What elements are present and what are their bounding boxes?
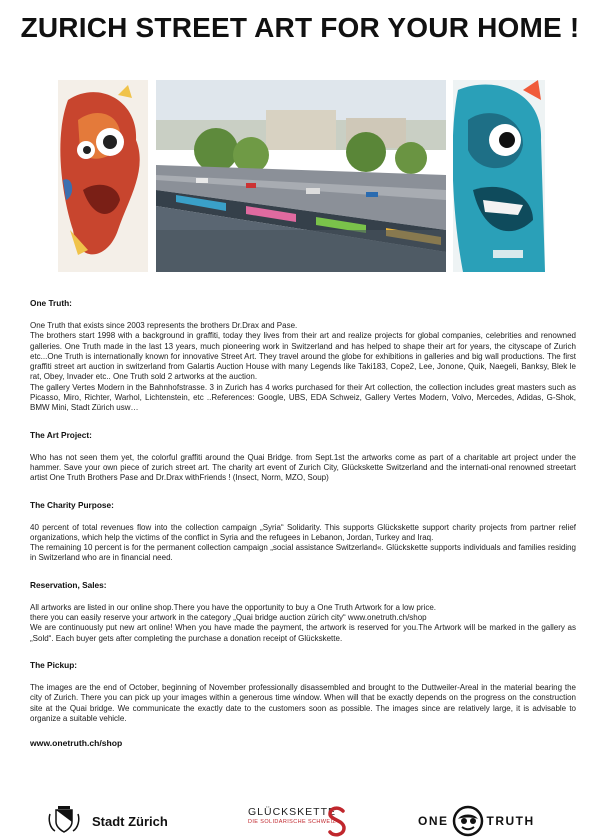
section-paragraph: The images are the end of October, beginning of November professionally disassembled and brought to the Duttweiler-Areal in the material bearing the city of Zurich. There you can pick up your images within a generous time window. When will that be exactly depends on the progress on the construction site at the Quai bridge. We communicate the exactly date to the customers soon as possible. The images since are relatively large, it is advisable to organize a suitable vehicle. [30, 682, 576, 723]
section-paragraph: 40 percent of total revenues flow into the collection campaign „Syria“ Solidarity. This supports Glückskette support charity projects from partner relief organizations, which help the victims of the conflict in Syria and the refugees in Lebanon, Jordan, Turkey and Iraq. [30, 522, 576, 542]
glueckskette-logo [248, 806, 388, 836]
section-paragraph: The brothers start 1998 with a background in graffiti, today they lives from their art and realize projects for global companies, celebrities and renowned galleries. One Truth made in the last 13 years, much pioneering work in Switzerland and has helped to shape their art for years, the cityscape of Zurich etc...One Truth is internationally known for innovative Street Art. They travel around the globe for exhibitions in galleries and big wall productions. The first graffiti street art auction in switzerland from Galartis Auction House with many Legends like Taki183, Cope2, Lee, Jonone, Quik, Naegeli, Banksy, Blek le rat, Obey, Invader etc.. One Truth sold 2 artworks at the auction. [30, 331, 576, 382]
section-pickup [30, 660, 576, 724]
section-paragraph: The remaining 10 percent is for the permanent collection campaign „social assistance Switzerland«. Glückskette supports individuals and families residing in Switzerland who are in financial need. [30, 543, 576, 563]
stadt-zurich-logo [46, 806, 168, 836]
graffiti-right-image [453, 80, 545, 272]
graffiti-left-image [58, 80, 148, 272]
section-paragraph: One Truth that exists since 2003 represents the brothers Dr.Drax and Pase. [30, 321, 298, 330]
section-heading: Reservation, Sales: [30, 579, 107, 590]
logo-bar [0, 806, 600, 839]
glueckskette-tagline: DIE SOLIDARISCHE SCHWEIZ [248, 819, 337, 825]
section-paragraph: Who has not seen them yet, the colorful graffiti around the Quai Bridge. from Sept.1st the artworks come as part of a charitable art project under the hammer. Save your own piece of zurich street art. The charity art event of Zurich City, Glückskette Switzerland and the internati-onal renowned streetart artist One Truth Brothers Pase and Dr.Drax withFriends ! (Insect, Norm, MZO, Soup) [30, 452, 576, 483]
one-truth-left-text: ONE [418, 814, 449, 828]
page-title: ZURICH STREET ART FOR YOUR HOME ! [20, 12, 580, 43]
section-charity-purpose [30, 500, 576, 564]
zurich-logo-text: Stadt Zürich [92, 813, 168, 829]
shop-link[interactable]: www.onetruth.ch/shop [30, 738, 123, 749]
one-truth-logo [418, 806, 535, 836]
section-art-project [30, 430, 576, 484]
section-paragraph: The gallery Vertes Modern in the Bahnhofstrasse. 3 in Zurich has 4 works purchased for their Art collection, the collection includes great masters such as Picasso, Miro, Richter, Warhol, Lichtenstein, etc ..References: Google, UBS, EDA Schweiz, Gallery Vertes Modern, Volvo, Mercedes, Adidas, G-Shok, BMW Mini, Stadt Zürich usw… [30, 382, 576, 413]
article-body [30, 298, 576, 748]
bridge-photo [156, 80, 446, 272]
image-strip [0, 80, 600, 275]
glueckskette-s-icon [326, 806, 348, 838]
one-truth-right-text: TRUTH [486, 814, 535, 828]
section-paragraph: All artworks are listed in our online shop.There you have the opportunity to buy a One Truth Artwork for a low price. [30, 602, 436, 612]
zurich-crest-icon [46, 806, 82, 836]
section-heading: The Charity Purpose: [30, 499, 114, 510]
section-one-truth [30, 298, 576, 414]
section-reservation-sales [30, 580, 576, 644]
section-paragraph: We are continuously put new art online! When you have made the payment, the artwork is reserved for you.The Artwork will be marked in the gallery as „Sold“. Each buyer gets after completing the purchase a donation receipt of Glückskette. [30, 623, 576, 643]
section-heading: One Truth: [30, 298, 72, 308]
section-heading: The Pickup: [30, 659, 78, 670]
one-truth-face-icon [452, 805, 484, 837]
glueckskette-name: GLÜCKSKETTE [248, 806, 337, 818]
section-paragraph: there you can easily reserve your artwork in the category „Quai bridge auction zürich city“ www.onetruth.ch/shop [30, 613, 427, 623]
section-heading: The Art Project: [30, 429, 92, 440]
